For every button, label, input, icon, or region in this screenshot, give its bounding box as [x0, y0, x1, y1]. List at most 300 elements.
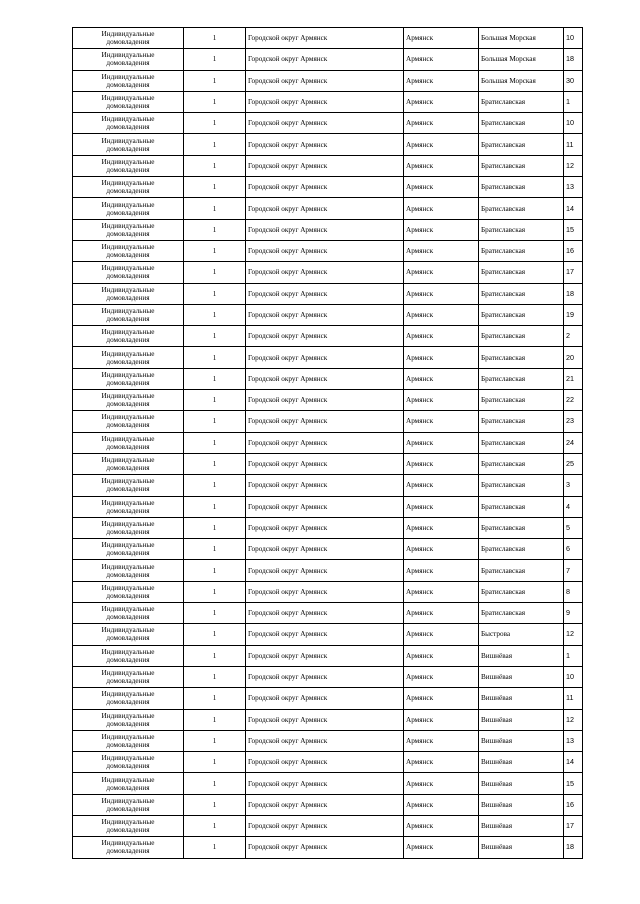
cell-city: Армянск — [404, 91, 479, 112]
table-row — [73, 624, 583, 645]
cell-district: Городской округ Армянск — [246, 539, 404, 560]
building-type-line1: Индивидуальные — [101, 243, 155, 252]
building-type-line2: домовладения — [106, 102, 150, 111]
cell-count: 1 — [184, 49, 246, 70]
cell-street: Вишнёвая — [479, 709, 564, 730]
cell-district: Городской округ Армянск — [246, 390, 404, 411]
cell-building-type — [73, 475, 184, 496]
building-type-line1: Индивидуальные — [101, 690, 155, 699]
building-type-line2: домовладения — [106, 357, 150, 366]
cell-city: Армянск — [404, 453, 479, 474]
cell-district: Городской округ Армянск — [246, 603, 404, 624]
cell-street: Братиславская — [479, 91, 564, 112]
cell-street: Большая Морская — [479, 49, 564, 70]
table-row — [73, 539, 583, 560]
table-row — [73, 91, 583, 112]
address-table-body — [73, 28, 583, 859]
building-type-line2: домовладения — [106, 144, 150, 153]
cell-district: Городской округ Армянск — [246, 155, 404, 176]
cell-building-type — [73, 666, 184, 687]
cell-building-type — [73, 368, 184, 389]
cell-city: Армянск — [404, 326, 479, 347]
building-type-line1: Индивидуальные — [101, 775, 155, 784]
cell-building-type — [73, 113, 184, 134]
cell-city: Армянск — [404, 815, 479, 836]
cell-district: Городской округ Армянск — [246, 177, 404, 198]
table-row — [73, 752, 583, 773]
building-type-line1: Индивидуальные — [101, 456, 155, 465]
cell-house-number: 4 — [564, 496, 583, 517]
cell-district: Городской округ Армянск — [246, 773, 404, 794]
cell-building-type — [73, 134, 184, 155]
cell-building-type — [73, 603, 184, 624]
cell-house-number: 15 — [564, 773, 583, 794]
cell-district: Городской округ Армянск — [246, 347, 404, 368]
cell-count: 1 — [184, 283, 246, 304]
cell-street: Братиславская — [479, 517, 564, 538]
building-type-line1: Индивидуальные — [101, 541, 155, 550]
building-type-line1: Индивидуальные — [101, 796, 155, 805]
cell-district: Городской округ Армянск — [246, 262, 404, 283]
building-type-line1: Индивидуальные — [101, 94, 155, 103]
building-type-line2: домовладения — [106, 655, 150, 664]
cell-count: 1 — [184, 240, 246, 261]
building-type-line1: Индивидуальные — [101, 307, 155, 315]
cell-city: Армянск — [404, 752, 479, 773]
building-type-line1: Индивидуальные — [101, 221, 155, 230]
cell-house-number: 18 — [564, 49, 583, 70]
cell-house-number: 17 — [564, 262, 583, 283]
cell-district: Городской округ Армянск — [246, 730, 404, 751]
table-row — [73, 517, 583, 538]
building-type-line1: Индивидуальные — [101, 392, 155, 401]
cell-building-type — [73, 326, 184, 347]
cell-district: Городской округ Армянск — [246, 560, 404, 581]
cell-city: Армянск — [404, 283, 479, 304]
cell-city: Армянск — [404, 347, 479, 368]
cell-street: Братиславская — [479, 496, 564, 517]
cell-street: Вишнёвая — [479, 730, 564, 751]
table-row — [73, 411, 583, 432]
cell-count: 1 — [184, 347, 246, 368]
cell-district: Городской округ Армянск — [246, 198, 404, 219]
cell-building-type — [73, 773, 184, 794]
cell-street: Вишнёвая — [479, 773, 564, 794]
cell-count: 1 — [184, 517, 246, 538]
cell-district: Городской округ Армянск — [246, 326, 404, 347]
building-type-line1: Индивидуальные — [101, 647, 155, 656]
cell-count: 1 — [184, 688, 246, 709]
building-type-line2: домовладения — [106, 677, 150, 686]
cell-district: Городской округ Армянск — [246, 517, 404, 538]
table-row — [73, 688, 583, 709]
cell-district: Городской округ Армянск — [246, 837, 404, 858]
cell-house-number: 2 — [564, 326, 583, 347]
table-row — [73, 198, 583, 219]
building-type-line1: Индивидуальные — [101, 562, 155, 571]
cell-city: Армянск — [404, 645, 479, 666]
building-type-line1: Индивидуальные — [101, 626, 155, 635]
table-row — [73, 709, 583, 730]
cell-building-type — [73, 49, 184, 70]
building-type-line2: домовладения — [106, 208, 150, 217]
cell-district: Городской округ Армянск — [246, 624, 404, 645]
cell-count: 1 — [184, 326, 246, 347]
table-row — [73, 49, 583, 70]
cell-building-type — [73, 815, 184, 836]
building-type-line1: Индивидуальные — [101, 605, 155, 614]
cell-district: Городской округ Армянск — [246, 581, 404, 602]
cell-street: Братиславская — [479, 411, 564, 432]
cell-city: Армянск — [404, 432, 479, 453]
cell-house-number: 11 — [564, 688, 583, 709]
table-row — [73, 432, 583, 453]
cell-house-number: 7 — [564, 560, 583, 581]
cell-count: 1 — [184, 773, 246, 794]
building-type-line2: домовладения — [106, 549, 150, 558]
building-type-line1: Индивидуальные — [101, 498, 155, 507]
building-type-line2: домовладения — [106, 804, 150, 813]
building-type-line1: Индивидуальные — [101, 818, 155, 827]
building-type-line2: домовладения — [106, 165, 150, 174]
cell-city: Армянск — [404, 240, 479, 261]
cell-house-number: 14 — [564, 752, 583, 773]
building-type-line1: Индивидуальные — [101, 477, 155, 486]
cell-street: Большая Морская — [479, 28, 564, 49]
cell-city: Армянск — [404, 368, 479, 389]
cell-district: Городской округ Армянск — [246, 134, 404, 155]
cell-building-type — [73, 517, 184, 538]
building-type-line2: домовладения — [106, 613, 150, 622]
table-row — [73, 837, 583, 858]
building-type-line1: Индивидуальные — [101, 115, 155, 124]
table-row — [73, 219, 583, 240]
table-row — [73, 390, 583, 411]
cell-street: Братиславская — [479, 177, 564, 198]
cell-street: Братиславская — [479, 155, 564, 176]
cell-city: Армянск — [404, 773, 479, 794]
cell-house-number: 30 — [564, 70, 583, 91]
cell-house-number: 16 — [564, 240, 583, 261]
cell-street: Братиславская — [479, 581, 564, 602]
cell-building-type — [73, 539, 184, 560]
cell-count: 1 — [184, 666, 246, 687]
cell-house-number: 10 — [564, 28, 583, 49]
cell-count: 1 — [184, 453, 246, 474]
cell-building-type — [73, 304, 184, 325]
cell-street: Вишнёвая — [479, 645, 564, 666]
cell-count: 1 — [184, 368, 246, 389]
building-type-line2: домовладения — [106, 187, 150, 196]
cell-city: Армянск — [404, 390, 479, 411]
building-type-line1: Индивидуальные — [101, 754, 155, 763]
cell-city: Армянск — [404, 219, 479, 240]
building-type-line2: домовладения — [106, 59, 150, 68]
building-type-line1: Индивидуальные — [101, 136, 155, 145]
cell-building-type — [73, 411, 184, 432]
building-type-line1: Индивидуальные — [101, 349, 155, 358]
building-type-line2: домовладения — [106, 506, 150, 515]
table-row — [73, 815, 583, 836]
cell-city: Армянск — [404, 603, 479, 624]
table-row — [73, 581, 583, 602]
cell-district: Городской округ Армянск — [246, 709, 404, 730]
cell-district: Городской округ Армянск — [246, 283, 404, 304]
cell-city: Армянск — [404, 730, 479, 751]
cell-street: Братиславская — [479, 432, 564, 453]
building-type-line1: Индивидуальные — [101, 434, 155, 443]
building-type-line1: Индивидуальные — [101, 72, 155, 81]
cell-building-type — [73, 347, 184, 368]
cell-count: 1 — [184, 624, 246, 645]
cell-street: Братиславская — [479, 198, 564, 219]
cell-count: 1 — [184, 794, 246, 815]
cell-house-number: 10 — [564, 113, 583, 134]
cell-count: 1 — [184, 496, 246, 517]
cell-building-type — [73, 240, 184, 261]
cell-count: 1 — [184, 815, 246, 836]
table-row — [73, 773, 583, 794]
building-type-line2: домовладения — [106, 123, 150, 132]
cell-district: Городской округ Армянск — [246, 411, 404, 432]
building-type-line2: домовладения — [106, 527, 150, 536]
cell-district: Городской округ Армянск — [246, 28, 404, 49]
building-type-line2: домовладения — [106, 698, 150, 707]
cell-count: 1 — [184, 219, 246, 240]
table-row — [73, 304, 583, 325]
building-type-line1: Индивидуальные — [101, 285, 155, 294]
cell-count: 1 — [184, 155, 246, 176]
cell-city: Армянск — [404, 70, 479, 91]
cell-building-type — [73, 283, 184, 304]
table-row — [73, 177, 583, 198]
table-row — [73, 794, 583, 815]
building-type-line2: домовладения — [106, 485, 150, 494]
building-type-line2: домовладения — [106, 251, 150, 260]
building-type-line2: домовладения — [106, 421, 150, 430]
cell-street: Братиславская — [479, 219, 564, 240]
cell-street: Вишнёвая — [479, 815, 564, 836]
cell-district: Городской округ Армянск — [246, 453, 404, 474]
building-type-line2: домовладения — [106, 315, 150, 323]
building-type-line1: Индивидуальные — [101, 51, 155, 60]
cell-count: 1 — [184, 390, 246, 411]
cell-house-number: 21 — [564, 368, 583, 389]
cell-city: Армянск — [404, 134, 479, 155]
cell-building-type — [73, 91, 184, 112]
building-type-line2: домовладения — [106, 336, 150, 345]
building-type-line1: Индивидуальные — [101, 839, 155, 848]
cell-district: Городской округ Армянск — [246, 70, 404, 91]
cell-building-type — [73, 645, 184, 666]
cell-building-type — [73, 730, 184, 751]
cell-building-type — [73, 794, 184, 815]
cell-street: Братиславская — [479, 262, 564, 283]
cell-house-number: 25 — [564, 453, 583, 474]
cell-city: Армянск — [404, 411, 479, 432]
building-type-line1: Индивидуальные — [101, 157, 155, 166]
cell-house-number: 12 — [564, 709, 583, 730]
building-type-line1: Индивидуальные — [101, 30, 155, 39]
table-row — [73, 347, 583, 368]
cell-city: Армянск — [404, 581, 479, 602]
cell-count: 1 — [184, 752, 246, 773]
cell-count: 1 — [184, 645, 246, 666]
cell-street: Братиславская — [479, 475, 564, 496]
cell-count: 1 — [184, 198, 246, 219]
cell-city: Армянск — [404, 28, 479, 49]
cell-city: Армянск — [404, 177, 479, 198]
cell-street: Вишнёвая — [479, 666, 564, 687]
cell-street: Братиславская — [479, 240, 564, 261]
cell-house-number: 6 — [564, 539, 583, 560]
cell-city: Армянск — [404, 304, 479, 325]
building-type-line1: Индивидуальные — [101, 328, 155, 337]
cell-house-number: 12 — [564, 155, 583, 176]
cell-district: Городской округ Армянск — [246, 432, 404, 453]
cell-house-number: 1 — [564, 91, 583, 112]
cell-district: Городской округ Армянск — [246, 815, 404, 836]
cell-city: Армянск — [404, 624, 479, 645]
cell-house-number: 17 — [564, 815, 583, 836]
cell-building-type — [73, 624, 184, 645]
table-row — [73, 113, 583, 134]
cell-building-type — [73, 70, 184, 91]
building-type-line1: Индивидуальные — [101, 669, 155, 678]
building-type-line2: домовладения — [106, 378, 150, 387]
cell-city: Армянск — [404, 517, 479, 538]
cell-district: Городской округ Армянск — [246, 645, 404, 666]
cell-building-type — [73, 496, 184, 517]
building-type-line2: домовладения — [106, 591, 150, 600]
cell-building-type — [73, 688, 184, 709]
building-type-line2: домовладения — [106, 783, 150, 792]
cell-count: 1 — [184, 560, 246, 581]
table-row — [73, 560, 583, 581]
table-row — [73, 240, 583, 261]
cell-street: Братиславская — [479, 453, 564, 474]
table-row — [73, 645, 583, 666]
cell-house-number: 14 — [564, 198, 583, 219]
cell-district: Городской округ Армянск — [246, 240, 404, 261]
cell-count: 1 — [184, 411, 246, 432]
cell-count: 1 — [184, 91, 246, 112]
table-row — [73, 475, 583, 496]
cell-house-number: 1 — [564, 645, 583, 666]
cell-house-number: 18 — [564, 283, 583, 304]
table-row — [73, 603, 583, 624]
cell-count: 1 — [184, 70, 246, 91]
building-type-line1: Индивидуальные — [101, 179, 155, 188]
cell-city: Армянск — [404, 794, 479, 815]
table-row — [73, 28, 583, 49]
cell-city: Армянск — [404, 475, 479, 496]
cell-house-number: 20 — [564, 347, 583, 368]
building-type-line1: Индивидуальные — [101, 519, 155, 528]
cell-city: Армянск — [404, 198, 479, 219]
cell-count: 1 — [184, 432, 246, 453]
cell-street: Братиславская — [479, 283, 564, 304]
cell-street: Быстрова — [479, 624, 564, 645]
cell-house-number: 9 — [564, 603, 583, 624]
cell-street: Братиславская — [479, 603, 564, 624]
building-type-line2: домовладения — [106, 740, 150, 749]
table-row — [73, 283, 583, 304]
cell-building-type — [73, 28, 184, 49]
cell-house-number: 15 — [564, 219, 583, 240]
cell-count: 1 — [184, 113, 246, 134]
table-row — [73, 70, 583, 91]
cell-city: Армянск — [404, 709, 479, 730]
cell-house-number: 11 — [564, 134, 583, 155]
building-type-line1: Индивидуальные — [101, 413, 155, 422]
cell-house-number: 8 — [564, 581, 583, 602]
cell-house-number: 10 — [564, 666, 583, 687]
cell-house-number: 24 — [564, 432, 583, 453]
table-row — [73, 134, 583, 155]
cell-district: Городской округ Армянск — [246, 475, 404, 496]
cell-building-type — [73, 752, 184, 773]
cell-city: Армянск — [404, 113, 479, 134]
table-row — [73, 496, 583, 517]
cell-house-number: 18 — [564, 837, 583, 858]
building-type-line2: домовладения — [106, 826, 150, 835]
cell-house-number: 13 — [564, 730, 583, 751]
table-row — [73, 155, 583, 176]
building-type-line2: домовладения — [106, 847, 150, 856]
building-type-line1: Индивидуальные — [101, 264, 155, 273]
cell-count: 1 — [184, 134, 246, 155]
table-row — [73, 666, 583, 687]
cell-building-type — [73, 177, 184, 198]
cell-building-type — [73, 432, 184, 453]
cell-street: Вишнёвая — [479, 837, 564, 858]
cell-district: Городской округ Армянск — [246, 794, 404, 815]
cell-street: Братиславская — [479, 539, 564, 560]
cell-street: Вишнёвая — [479, 688, 564, 709]
cell-count: 1 — [184, 709, 246, 730]
table-row — [73, 326, 583, 347]
cell-count: 1 — [184, 730, 246, 751]
cell-district: Городской округ Армянск — [246, 304, 404, 325]
cell-house-number: 16 — [564, 794, 583, 815]
cell-count: 1 — [184, 475, 246, 496]
cell-building-type — [73, 709, 184, 730]
building-type-line2: домовладения — [106, 464, 150, 473]
cell-count: 1 — [184, 603, 246, 624]
cell-street: Вишнёвая — [479, 752, 564, 773]
building-type-line2: домовладения — [106, 293, 150, 302]
building-type-line2: домовладения — [106, 634, 150, 643]
cell-city: Армянск — [404, 49, 479, 70]
cell-city: Армянск — [404, 666, 479, 687]
building-type-line1: Индивидуальные — [101, 370, 155, 379]
cell-city: Армянск — [404, 539, 479, 560]
table-row — [73, 262, 583, 283]
cell-building-type — [73, 453, 184, 474]
cell-count: 1 — [184, 837, 246, 858]
cell-street: Братиславская — [479, 390, 564, 411]
cell-house-number: 22 — [564, 390, 583, 411]
building-type-line2: домовладения — [106, 570, 150, 579]
cell-street: Братиславская — [479, 304, 564, 325]
cell-street: Большая Морская — [479, 70, 564, 91]
cell-street: Братиславская — [479, 113, 564, 134]
cell-district: Городской округ Армянск — [246, 49, 404, 70]
cell-house-number: 12 — [564, 624, 583, 645]
cell-city: Армянск — [404, 155, 479, 176]
cell-building-type — [73, 837, 184, 858]
